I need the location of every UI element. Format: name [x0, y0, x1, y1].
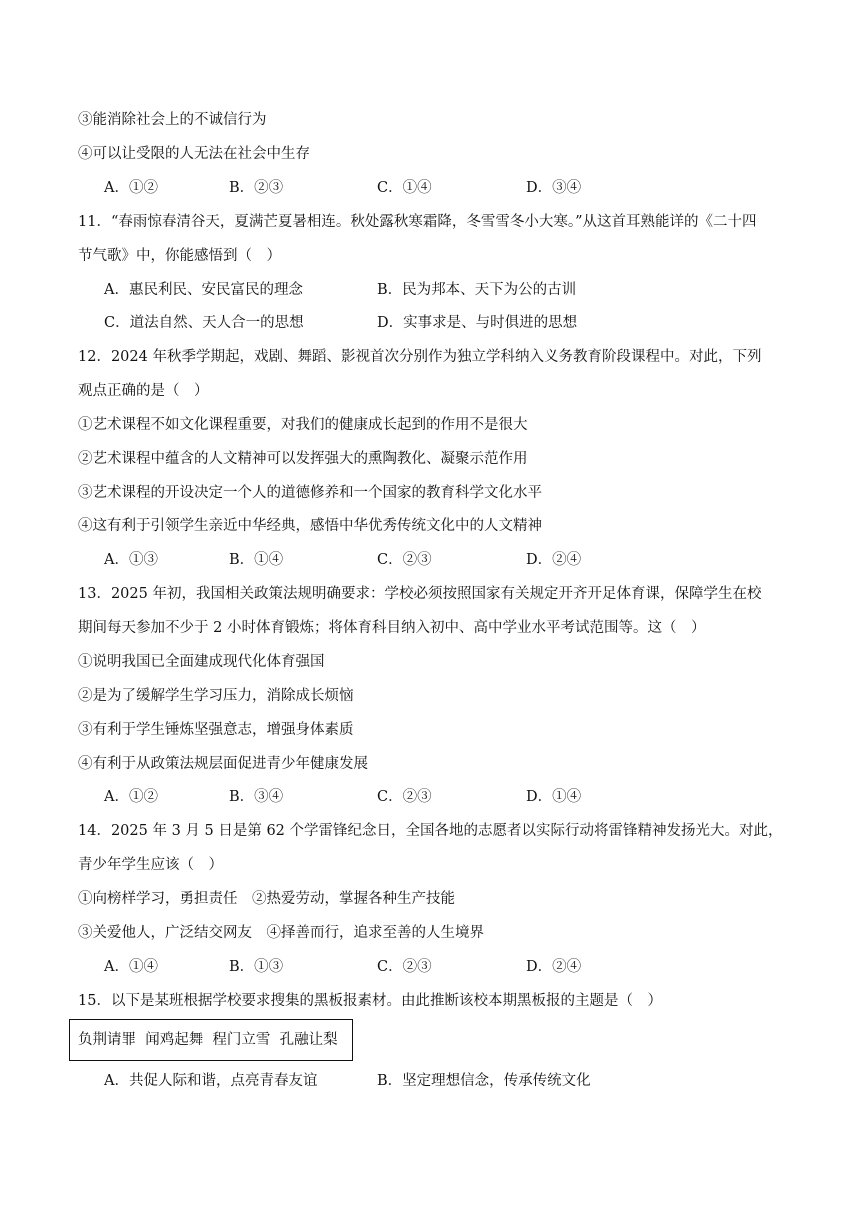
q12-option-c[interactable]: C．②③: [377, 552, 432, 568]
q10-statement-4: ④可以让受限的人无法在社会中生存: [78, 146, 310, 162]
q15-stem: 15．以下是某班根据学校要求搜集的黑板报素材。由此推断该校本期黑板报的主题是（ ）: [78, 993, 662, 1009]
q12-statement-1: ①艺术课程不如文化课程重要，对我们的健康成长起到的作用不是很大: [78, 417, 528, 433]
q10-option-a[interactable]: A．①②: [104, 180, 158, 196]
q13-option-c[interactable]: C．②③: [377, 789, 432, 805]
q11-stem-line-2: 节气歌》中，你能感悟到（ ）: [78, 248, 281, 264]
q15-option-a[interactable]: A．共促人际和谐，点亮青春友谊: [104, 1073, 318, 1089]
q13-statement-1: ①说明我国已全面建成现代化体育强国: [78, 654, 325, 670]
q11-option-c[interactable]: C．道法自然、天人合一的思想: [104, 315, 304, 331]
q12-statement-3: ③艺术课程的开设决定一个人的道德修养和一个国家的教育科学文化水平: [78, 485, 542, 501]
q11-option-a[interactable]: A．惠民利民、安民富民的理念: [104, 282, 303, 298]
q13-option-d[interactable]: D．①④: [526, 789, 582, 805]
q14-option-c[interactable]: C．②③: [377, 959, 432, 975]
q12-option-a[interactable]: A．①③: [104, 552, 158, 568]
q13-stem-line-1: 13．2025 年初，我国相关政策法规明确要求：学校必须按照国家有关规定开齐开足体育课，保障学生在校: [78, 586, 762, 602]
q14-stem-line-1: 14．2025 年 3 月 5 日是第 62 个学雷锋纪念日，全国各地的志愿者以实际行动将雷锋精神发扬光大。对此，: [78, 823, 783, 839]
q14-statements-3-4: ③关爱他人，广泛结交网友 ④择善而行，追求至善的人生境界: [78, 925, 484, 941]
q12-option-b[interactable]: B．①④: [229, 552, 284, 568]
q10-statement-3: ③能消除社会上的不诚信行为: [78, 112, 267, 128]
q12-statement-4: ④这有利于引领学生亲近中华经典，感悟中华优秀传统文化中的人文精神: [78, 518, 542, 534]
q10-option-c[interactable]: C．①④: [377, 180, 432, 196]
q12-stem-line-1: 12．2024 年秋季学期起，戏剧、舞蹈、影视首次分别作为独立学科纳入义务教育阶段课程中。对此，下列: [78, 349, 762, 365]
q13-stem-line-2: 期间每天参加不少于 2 小时体育锻炼；将体育科目纳入初中、高中学业水平考试范围等。这（ ）: [78, 620, 706, 636]
q13-statement-3: ③有利于学生锤炼坚强意志，增强身体素质: [78, 722, 354, 738]
q15-material-box: [69, 1019, 353, 1061]
q13-statement-4: ④有利于从政策法规层面促进青少年健康发展: [78, 756, 368, 772]
q13-option-b[interactable]: B．③④: [229, 789, 284, 805]
q14-statements-1-2: ①向榜样学习，勇担责任 ②热爱劳动，掌握各种生产技能: [78, 891, 455, 907]
q14-option-b[interactable]: B．①③: [229, 959, 284, 975]
q10-option-b[interactable]: B．②③: [229, 180, 284, 196]
q12-stem-line-2: 观点正确的是（ ）: [78, 383, 209, 399]
q11-option-d[interactable]: D．实事求是、与时俱进的思想: [377, 315, 578, 331]
q14-option-d[interactable]: D．②④: [526, 959, 582, 975]
q15-material-text: 负荆请罪 闻鸡起舞 程门立雪 孔融让梨: [78, 1032, 338, 1048]
q11-stem-line-1: 11．“春雨惊春清谷天，夏满芒夏暑相连。秋处露秋寒霜降，冬雪雪冬小大寒。”从这首耳熟能详的《二十四: [78, 214, 757, 230]
q12-statement-2: ②艺术课程中蕴含的人文精神可以发挥强大的熏陶教化、凝聚示范作用: [78, 451, 528, 467]
q14-option-a[interactable]: A．①④: [104, 959, 158, 975]
q11-option-b[interactable]: B．民为邦本、天下为公的古训: [377, 282, 577, 298]
q12-option-d[interactable]: D．②④: [526, 552, 582, 568]
q13-option-a[interactable]: A．①②: [104, 789, 158, 805]
q10-option-d[interactable]: D．③④: [526, 180, 582, 196]
q13-statement-2: ②是为了缓解学生学习压力，消除成长烦恼: [78, 688, 354, 704]
q15-option-b[interactable]: B．坚定理想信念，传承传统文化: [377, 1073, 591, 1089]
q14-stem-line-2: 青少年学生应该（ ）: [78, 857, 223, 873]
